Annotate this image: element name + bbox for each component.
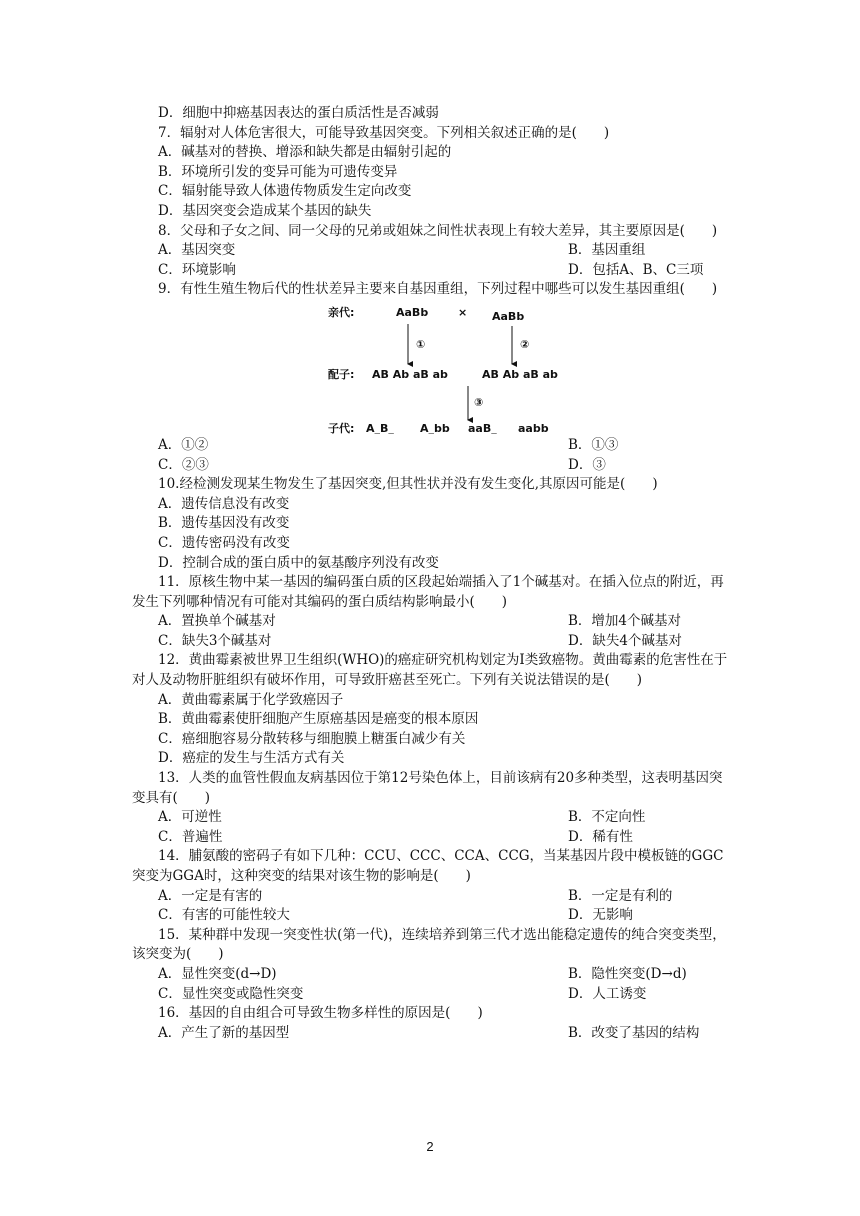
option-row xyxy=(132,241,732,261)
option: C．普遍性 xyxy=(158,828,223,845)
option: C．缺失3个碱基对 xyxy=(158,632,272,649)
page-number: 2 xyxy=(426,1139,434,1154)
parent-2-genotype: AaBb xyxy=(492,309,525,323)
arrow-1-label: ① xyxy=(416,337,426,351)
option-line: A．黄曲霉素属于化学致癌因子 xyxy=(158,691,344,708)
offspring-3: aaB_ xyxy=(468,421,497,434)
option: B．一定是有利的 xyxy=(568,887,673,904)
offspring-2: A_bb xyxy=(420,421,450,434)
option-line: B．遗传基因没有改变 xyxy=(158,515,290,532)
option-line: D．基因突变会造成某个基因的缺失 xyxy=(158,202,372,219)
option: A．①② xyxy=(158,436,209,453)
parent-label: 亲代: xyxy=(328,305,355,319)
option-row xyxy=(132,612,732,632)
option: B．增加4个碱基对 xyxy=(568,613,682,630)
gamete-label: 配子: xyxy=(328,367,355,381)
question-8: 8．父母和子女之间、同一父母的兄弟或姐妹之间性状表现上有较大差异，其主要原因是( ) xyxy=(158,222,718,239)
option-row xyxy=(132,965,732,985)
option: C．②③ xyxy=(158,456,209,473)
option: B．①③ xyxy=(568,436,619,453)
option-row xyxy=(132,828,732,848)
option: B．基因重组 xyxy=(568,242,646,259)
option-row xyxy=(132,261,732,281)
cross-symbol: × xyxy=(458,305,468,319)
question-13: 13．人类的血管性假血友病基因位于第12号染色体上，目前该病有20多种类型，这表明基因突变具有( ) xyxy=(132,770,723,806)
option: D．稀有性 xyxy=(568,828,633,845)
question-16: 16．基因的自由组合可导致生物多样性的原因是( ) xyxy=(158,1005,483,1022)
option-line: C．癌细胞容易分散转移与细胞膜上糖蛋白减少有关 xyxy=(158,730,466,747)
option-row xyxy=(132,808,732,828)
option: A．置换单个碱基对 xyxy=(158,613,276,630)
option: A．基因突变 xyxy=(158,242,236,259)
option-line: B．黄曲霉素使肝细胞产生原癌基因是癌变的根本原因 xyxy=(158,711,479,728)
option-row xyxy=(132,985,732,1005)
option-row xyxy=(132,906,732,926)
option-line: D．细胞中抑癌基因表达的蛋白质活性是否减弱 xyxy=(158,105,439,121)
option: D．无影响 xyxy=(568,907,633,924)
option: C．环境影响 xyxy=(158,261,236,278)
question-12: 12．黄曲霉素被世界卫生组织(WHO)的癌症研究机构划定为Ⅰ类致癌物。黄曲霉素的危害性在于对人及动物肝脏组织有破坏作用，可导致肝癌甚至死亡。下列有关说法错误的是( ) xyxy=(132,652,728,689)
option-line: B．环境所引发的变异可能为可遗传变异 xyxy=(158,163,398,180)
question-11: 11．原核生物中某一基因的编码蛋白质的区段起始端插入了1个碱基对。在插入位点的附近，再发生下列哪种情况有可能对其编码的蛋白质结构影响最小( ) xyxy=(132,574,724,610)
cross-diagram xyxy=(132,302,732,434)
question-7: 7．辐射对人体危害很大，可能导致基因突变。下列相关叙述正确的是( ) xyxy=(158,124,610,141)
option: A．可逆性 xyxy=(158,809,222,826)
option: A．显性突变(d→D) xyxy=(158,965,277,982)
question-10: 10.经检测发现某生物发生了基因突变,但其性状并没有发生变化,其原因可能是( ) xyxy=(158,476,658,493)
option-line: A．碱基对的替换、增添和缺失都是由辐射引起的 xyxy=(158,144,452,161)
offspring-4: aabb xyxy=(518,421,549,434)
gametes-2: AB Ab aB ab xyxy=(482,367,558,381)
option: A．产生了新的基因型 xyxy=(158,1024,290,1041)
option-row xyxy=(132,1024,732,1044)
option: D．③ xyxy=(568,456,606,473)
offspring-1: A_B_ xyxy=(366,421,394,434)
option-row xyxy=(132,887,732,907)
question-15: 15．某种群中发现一突变性状(第一代)，连续培养到第三代才选出能稳定遗传的纯合突变类型，该突变为( ) xyxy=(132,926,726,963)
option-row xyxy=(132,456,732,476)
option: C．显性突变或隐性突变 xyxy=(158,985,304,1002)
question-content xyxy=(132,104,732,1043)
option-line: C．辐射能导致人体遗传物质发生定向改变 xyxy=(158,183,412,200)
arrow-2-label: ② xyxy=(520,337,530,351)
arrow-3-label: ③ xyxy=(474,395,484,409)
option: B．不定向性 xyxy=(568,809,646,826)
option-line: D．控制合成的蛋白质中的氨基酸序列没有改变 xyxy=(158,554,439,571)
option-row xyxy=(132,632,732,652)
offspring-label: 子代: xyxy=(328,421,355,434)
option: D．缺失4个碱基对 xyxy=(568,632,682,649)
option-line: C．遗传密码没有改变 xyxy=(158,534,290,551)
option-row xyxy=(132,436,732,456)
gametes-1: AB Ab aB ab xyxy=(372,367,448,381)
option: C．有害的可能性较大 xyxy=(158,907,290,924)
option: B．隐性突变(D→d) xyxy=(568,965,687,982)
question-9: 9．有性生殖生物后代的性状差异主要来自基因重组，下列过程中哪些可以发生基因重组( ) xyxy=(158,281,718,298)
option: D．包括A、B、C三项 xyxy=(568,261,704,278)
option: D．人工诱变 xyxy=(568,985,647,1002)
option: B．改变了基因的结构 xyxy=(568,1024,700,1041)
option-line: A．遗传信息没有改变 xyxy=(158,495,290,512)
question-14: 14．脯氨酸的密码子有如下几种：CCU、CCC、CCA、CCG，当某基因片段中模板链的GGC突变为GGA时，这种突变的结果对该生物的影响是( ) xyxy=(132,848,724,884)
option-line: D．癌症的发生与生活方式有关 xyxy=(158,750,345,767)
option: A．一定是有害的 xyxy=(158,887,263,904)
parent-1-genotype: AaBb xyxy=(396,305,429,319)
